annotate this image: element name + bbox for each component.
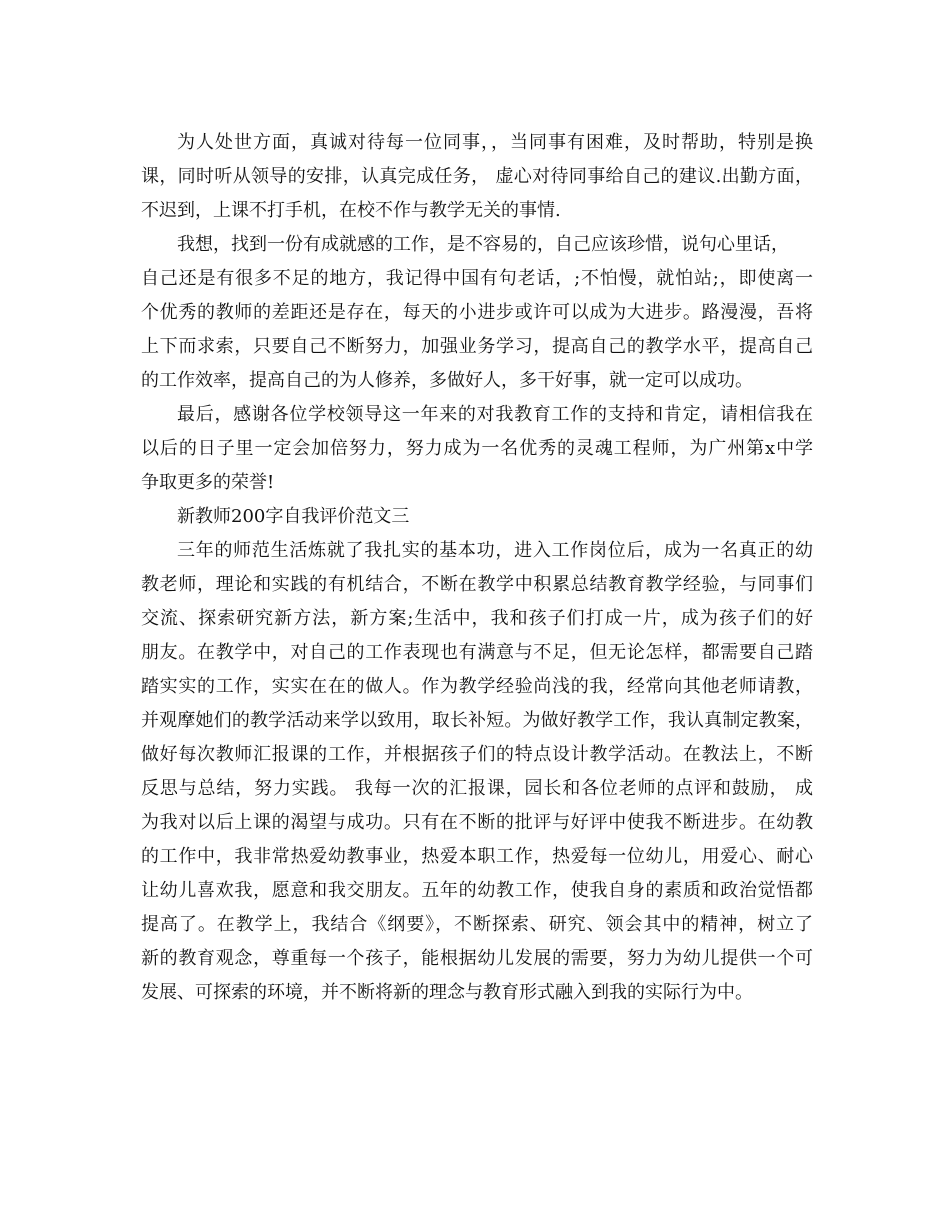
- text-line: 交流、探索研究新方法，新方案;生活中，我和孩子们打成一片，成为孩子们的好: [141, 608, 813, 629]
- text-line: 我想，找到一份有成就感的工作，是不容易的，自己应该珍惜，说句心里话，: [177, 234, 789, 255]
- text-line: 自己还是有很多不足的地方，我记得中国有句老话，;不怕慢，就怕站;，即使离一: [141, 268, 813, 289]
- text-line: 反思与总结，努力实践。 我每一次的汇报课，园长和各位老师的点评和鼓励， 成: [141, 778, 813, 799]
- text-line: 的工作效率，提高自己的为人修养，多做好人，多干好事，就一定可以成功。: [141, 370, 753, 391]
- text-line: 让幼儿喜欢我，愿意和我交朋友。五年的幼教工作，使我自身的素质和政治觉悟都: [141, 880, 813, 901]
- document-body: [141, 126, 813, 1010]
- text-line: 教老师，理论和实践的有机结合，不断在教学中积累总结教育教学经验，与同事们: [141, 574, 813, 595]
- text-line: 新的教育观念，尊重每一个孩子，能根据幼儿发展的需要，努力为幼儿提供一个可: [141, 948, 813, 969]
- text-line: 三年的师范生活炼就了我扎实的基本功，进入工作岗位后，成为一名真正的幼: [177, 540, 813, 561]
- text-line: 最后，感谢各位学校领导这一年来的对我教育工作的支持和肯定，请相信我在: [177, 404, 813, 425]
- text-line: 不迟到，上课不打手机，在校不作与教学无关的事情.: [141, 200, 561, 221]
- text-line: 争取更多的荣誉!: [141, 472, 275, 493]
- text-line: 并观摩她们的教学活动来学以致用，取长补短。为做好教学工作，我认真制定教案，: [141, 710, 813, 731]
- text-line: 踏实实的工作，实实在在的做人。作为教学经验尚浅的我，经常向其他老师请教，: [141, 676, 813, 697]
- text-line: 个优秀的教师的差距还是存在，每天的小进步或许可以成为大进步。路漫漫，吾将: [141, 302, 813, 323]
- text-line: 的工作中，我非常热爱幼教事业，热爱本职工作，热爱每一位幼儿，用爱心、耐心: [141, 846, 813, 867]
- text-line: 上下而求索，只要自己不断努力，加强业务学习，提高自己的教学水平，提高自己: [141, 336, 813, 357]
- text-line: 课，同时听从领导的安排，认真完成任务， 虚心对待同事给自己的建议.出勤方面，: [141, 166, 813, 187]
- text-line: 提高了。在教学上，我结合《纲要》，不断探索、研究、领会其中的精神，树立了: [141, 914, 813, 935]
- text-line: 以后的日子里一定会加倍努力，努力成为一名优秀的灵魂工程师，为广州第x中学: [141, 438, 813, 459]
- text-line: 发展、可探索的环境，并不断将新的理念与教育形式融入到我的实际行为中。: [141, 982, 753, 1003]
- text-line: 新教师200字自我评价范文三: [177, 506, 410, 527]
- text-line: 朋友。在教学中，对自己的工作表现也有满意与不足，但无论怎样，都需要自己踏: [141, 642, 813, 663]
- text-line: 做好每次教师汇报课的工作，并根据孩子们的特点设计教学活动。在教法上，不断: [141, 744, 813, 765]
- text-line: 为我对以后上课的渴望与成功。只有在不断的批评与好评中使我不断进步。在幼教: [141, 812, 813, 833]
- text-line: 为人处世方面，真诚对待每一位同事，，当同事有困难，及时帮助，特别是换: [177, 132, 813, 153]
